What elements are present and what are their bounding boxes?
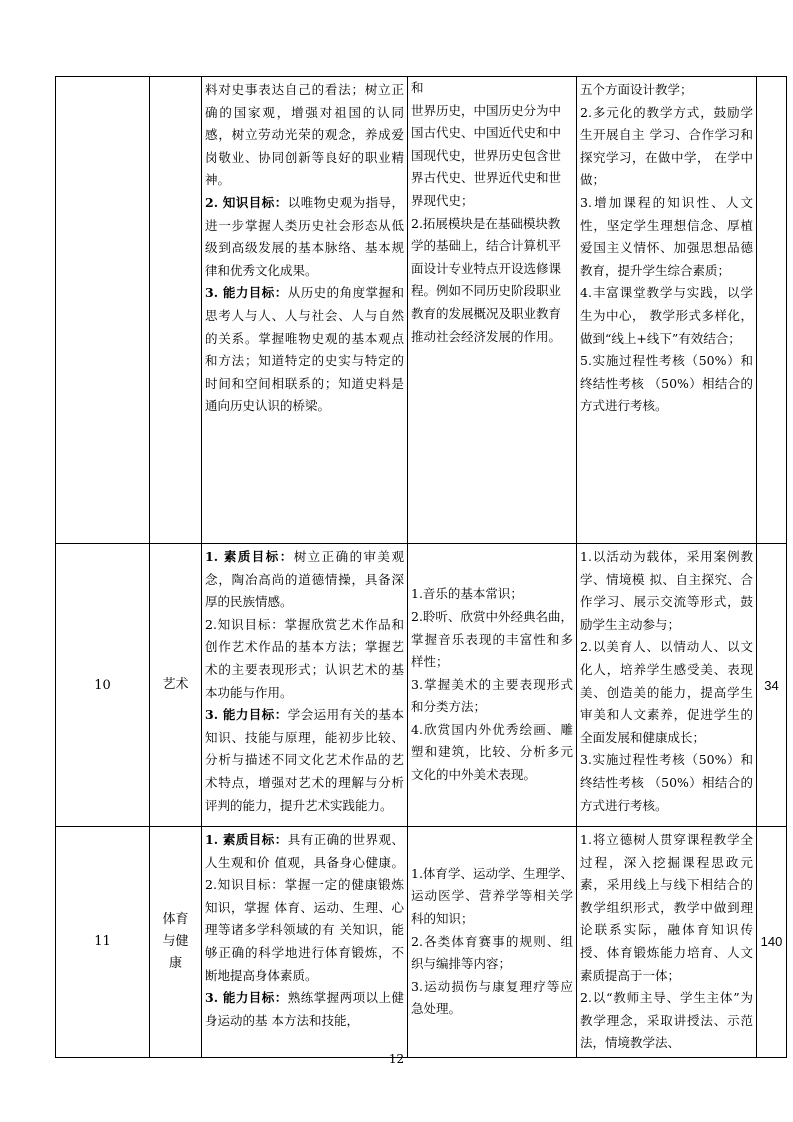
goal-item	[205, 192, 404, 282]
goal-text: 料对史事表达自己的看法；树立正确的国家观，增强对祖国的认同感，树立劳动光荣的观念，养成爱岗敬业、协同创新等良好的职业精神。	[205, 82, 404, 188]
course-name-cell	[150, 544, 202, 827]
goal-item	[205, 546, 404, 614]
table-row	[56, 77, 787, 544]
goal-text: 以唯物史观为指导，进一步掌握人类历史社会形态从低级到高级发展的基本脉络、基本规律和优秀文化成果。	[205, 194, 404, 278]
goal-label: 2. 知识目标：	[205, 194, 288, 210]
goals-cell	[202, 544, 408, 827]
course-name-cell	[150, 77, 202, 544]
table-row	[56, 544, 787, 827]
method-cell	[577, 544, 757, 827]
content-cell	[408, 544, 577, 827]
method-text: 1.以活动为载体，采用案例教学、情境模 拟、自主探究、合作学习、展示交流等形式，鼓励学生主动参与； 2.以美育人、以情动人、以文化人，培养学生感受美、表现美、创造美的能力，提高学生审美和人文素养，促进学生的全面发展和健康成长； 3.实施过程性考核（50%）和终结性考核 （50%）相结合的方式进行考核。	[580, 549, 753, 813]
goal-text: 从历史的角度掌握和思考人与人、人与社会、人与自然的关系。掌握唯物史观的基本观点和方法；知道特定的史实与特定的时间和空间相联系的；知道史料是通向历史认识的桥梁。	[205, 285, 404, 414]
goal-item	[205, 79, 404, 192]
course-name-cell	[150, 827, 202, 1058]
hours-cell: 34	[757, 544, 787, 827]
goal-label: 3. 能力目标：	[205, 285, 288, 301]
course-number-cell	[56, 77, 150, 544]
course-number-cell: 11	[56, 827, 150, 1058]
goal-label: 1. 素质目标：	[205, 832, 288, 847]
hours-cell: 140	[757, 827, 787, 1058]
goal-label: 3. 能力目标：	[205, 707, 288, 723]
goal-item	[205, 614, 404, 704]
page-number: 12	[388, 1052, 405, 1066]
goals-cell	[202, 827, 408, 1058]
content-text: 1.体育学、运动学、生理学、 运动医学、营养学等相关学 科的知识； 2.各类体育赛事的规则、组 织与编排等内容； 3.运动损伤与康复理疗等应 急处理。	[411, 865, 573, 1017]
hours-cell	[757, 77, 787, 544]
content-text: 1.音乐的基本常识； 2.聆听、欣赏中外经典名曲， 掌握音乐表现的丰富性和多 样性； 3.掌握美术的主要表现形式 和分类方法； 4.欣赏国内外优秀绘画、雕 塑和建筑，比较、分析多元 文化的中外美术表现。	[411, 586, 573, 783]
method-cell	[577, 77, 757, 544]
course-name: 艺术	[162, 677, 189, 692]
content-cell	[408, 827, 577, 1058]
goal-text: 熟练掌握两项以上健身运动的基 本方法和技能，	[205, 990, 404, 1028]
goal-item	[205, 987, 404, 1032]
goal-label: 1. 素质目标：	[205, 549, 294, 564]
goal-text: 具有正确的世界观、人生观和价 值观，具备身心健康。 2.知识目标：掌握一定的健康锻炼知识，掌握 体育、运动、生理、心理等诸多学科领域的有 关知识，能够正确的科学地进行体育锻炼，不 断地提高身体素质。	[205, 832, 408, 983]
goal-label: 3. 能力目标：	[205, 990, 288, 1006]
course-name: 体育与健康	[162, 911, 189, 971]
goal-text: 学会运用有关的基本知识、技能与原理，能初步比较、分析与描述不同文化艺术作品的艺术特点，增强对艺术的理解与分析评判的能力，提升艺术实践能力。	[205, 707, 404, 813]
method-text: 五个方面设计教学； 2.多元化的教学方式，鼓励学生开展自主 学习、合作学习和探究学习，在做中学， 在学中做； 3.增加课程的知识性、人文性，坚定学生理想信念、厚植爱国主义情怀、加强思想品德教育，提升学生综合素质； 4.丰富课堂教学与实践，以学生为中心， 教学形式多样化，做到“线上+线下”有效结合； 5.实施过程性考核（50%）和终结性考核 （50%）相结合的方式进行考核。	[580, 82, 753, 414]
content-cell	[408, 77, 577, 544]
method-text: 1.将立德树人贯穿课程教学全过程，深入挖掘课程思政元素，采用线上与线下相结合的教学组织形式，教学中做到理论联系实际，融体育知识传授、体育锻炼能力培育、人文素质提高于一体； 2.以“教师主导、学生主体”为教学理念，采取讲授法、示范法，情境教学法、	[580, 832, 753, 1051]
goals-cell	[202, 77, 408, 544]
method-cell	[577, 827, 757, 1058]
goal-item	[205, 282, 404, 418]
goal-item	[205, 829, 408, 987]
table-row	[56, 827, 787, 1058]
course-table	[55, 76, 787, 1058]
goal-text: 2.知识目标：掌握欣赏艺术作品和创作艺术作品的基本方法；掌握艺术的主要表现形式；认识艺术的基本功能与作用。	[205, 616, 404, 700]
goal-item	[205, 704, 404, 817]
content-text: 和 世界历史，中国历史分为中 国古代史、中国近代史和中 国现代史，世界历史包含世 界古代史、世界近代史和世 界现代史； 2.拓展模块是在基础模块教 学的基础上，结合计算机平 面设计专业特点开设选修课 程。例如不同历史阶段职业 教育的发展概况及职业教育 推动社会经济发展的作用。	[411, 80, 562, 344]
course-number-cell: 10	[56, 544, 150, 827]
goal-text: 树立正确的审美观念，陶冶高尚的道德情操，具备深厚的民族情感。	[205, 549, 404, 610]
